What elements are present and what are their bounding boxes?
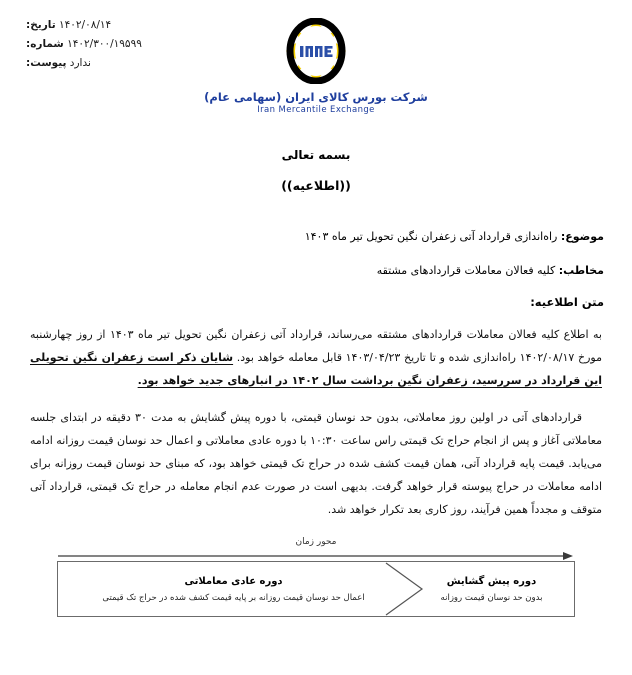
body-paragraph-1: [0, 323, 632, 392]
organization-name-fa: شرکت بورس کالای ایران (سهامی عام): [204, 90, 428, 104]
field-addressee-label: مخاطب:: [558, 264, 604, 277]
meta-number-label: شماره:: [26, 38, 64, 50]
timeline-axis-label: محور زمان: [295, 537, 337, 547]
body-paragraph-2: قراردادهای آتی در اولین روز معاملاتی، بدون حد نوسان قیمتی، با دوره پیش گشایش به مدت ۳۰ دقیقه در ابتدای جلسه معاملاتی آغاز و پس از انجام حراج تک قیمتی راس ساعت ۱۰:۳۰ با دوره عادی معاملاتی و اعمال حد نوسان قیمت روزانه ادامه می‌یابد. قیمت پایه قرارداد آتی، همان قیمت کشف شده در حراج تک قیمتی خواهد بود، که مبنای حد نوسان قیمت روزانه برای ادامه معاملات در حراج پیوسته قرار خواهد گرفت. بدیهی است در صورت عدم انجام معامله در حراج تک قیمتی، قرارداد آتی متوقف و مجدداً همین فرآیند، روز کاری بعد تکرار خواهد شد.: [30, 411, 602, 516]
organization-name-en: Iran Mercantile Exchange: [257, 105, 375, 115]
paragraph-1-normal-text: به اطلاع کلیه فعالان معاملات قراردادهای مشتقه می‌رساند، قرارداد آتی زعفران نگین تحویل تیر ماه ۱۴۰۳ از روز چهارشنبه مورخ ۱۴۰۲/۰۸/۱۷ راه‌اندازی شده و تا تاریخ ۱۴۰۳/۰۴/۲۳ قابل معامله خواهد بود.: [30, 328, 602, 364]
ime-logo-icon: [283, 18, 349, 84]
invocation-title: بسمه تعالی: [281, 148, 351, 162]
field-addressee-value: کلیه فعالان معاملات قراردادهای مشتقه: [376, 264, 556, 277]
document-header: [0, 0, 632, 130]
organization-logo: [0, 18, 632, 115]
meta-attachment-value: ندارد: [69, 57, 91, 69]
field-subject-value: راه‌اندازی قرارداد آتی زعفران نگین تحویل تیر ماه ۱۴۰۳: [304, 230, 558, 243]
pre-opening-subtitle: بدون حد نوسان قیمت روزانه: [440, 592, 543, 603]
paragraph-1-emphasis-text: شایان ذکر است زعفران نگین تحویلی این قرارداد در سررسید، زعفران نگین برداشت سال ۱۴۰۲ در انبارهای جدید خواهد بود.: [30, 351, 602, 387]
field-subject-label: موضوع:: [560, 230, 604, 243]
document-type-title: ((اطلاعیه)): [281, 178, 351, 193]
meta-number-value: ۱۴۰۲/۳۰۰/۱۹۵۹۹: [67, 38, 142, 50]
timeline-bands: [57, 561, 575, 617]
timeline-axis: [57, 551, 575, 561]
field-addressee: [28, 261, 604, 281]
meta-date-label: تاریخ:: [26, 19, 56, 31]
timeline-phase-pre-opening: [409, 562, 574, 616]
pre-opening-title: دوره پیش گشایش: [446, 575, 537, 587]
timeline-phase-normal-trading: [58, 562, 409, 616]
timeline-diagram: [57, 537, 575, 617]
normal-trading-title: دوره عادی معاملاتی: [184, 575, 283, 587]
document-fields: [0, 227, 632, 281]
meta-attachment-label: پیوست:: [26, 57, 67, 69]
body-heading: متن اطلاعیه:: [530, 295, 604, 309]
field-subject: [28, 227, 604, 247]
meta-date-value: ۱۴۰۲/۰۸/۱۴: [58, 19, 112, 31]
normal-trading-subtitle: اعمال حد نوسان قیمت روزانه بر پایه قیمت کشف شده در حراج تک قیمتی: [102, 592, 365, 603]
